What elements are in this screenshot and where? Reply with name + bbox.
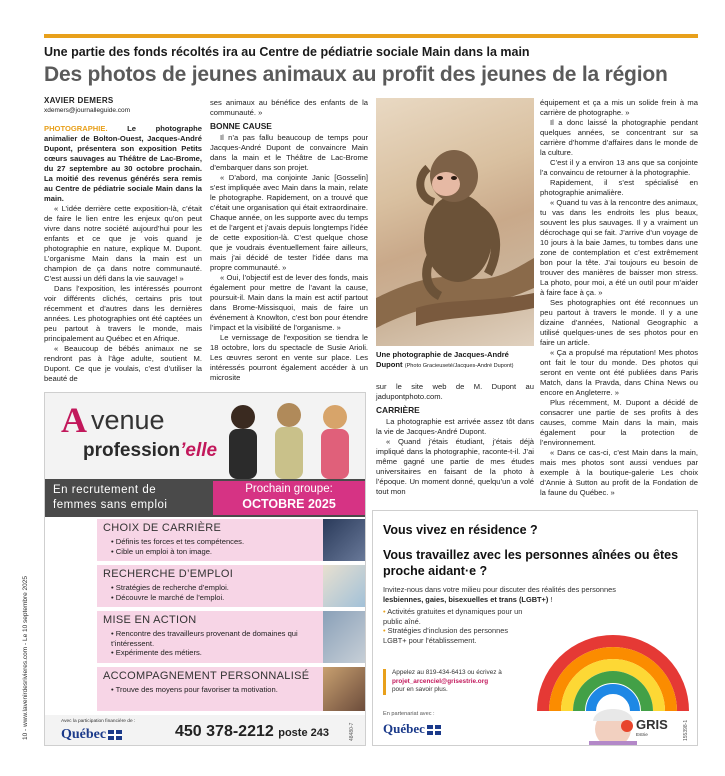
- compass-image: [323, 519, 366, 561]
- paragraph: Dans l’exposition, les intéressés pourront voir différents clichés, certains pris tout récemment et d’autres dans les dernières années. Les photographies ont été captées un peu partout à travers le monde, mais principalement au Québec et en Afrique.: [44, 284, 202, 343]
- list-item: • Stratégies d’inclusion des personnes LGBT+ pour l’établissement.: [383, 626, 523, 645]
- article-column-4: [540, 98, 698, 498]
- quebec-logo: Québec: [61, 727, 122, 743]
- article-kicker: Une partie des fonds récoltés ira au Centre de pédiatrie sociale Main dans la main: [44, 45, 530, 59]
- paragraph: « Quand tu vas à la rencontre des animaux, tu vas dans les endroits les plus beaux, souvent les plus sauvages. Il y a vraiment un décrochage qui se fait. J’arrive d’un voyage de 10 jours à la baie James, tu tombes dans une zone de contemplation et c’est extrêmement bon pour la tête. J’ai toujours eu besoin de trouver des manières de baisser mon stress. La photo, pour moi, a été un outil pour m’aider à faire face à ça. »: [540, 198, 698, 297]
- gris-logo: GRIS Estrie: [621, 717, 668, 737]
- paragraph: « Ça a propulsé ma réputation! Mes photos ont fait le tour du monde. Des photos qui seront en vente ont été publiées dans Paris Match, dans la Pravda, dans China News ou encore en Angleterre. »: [540, 348, 698, 397]
- caption-text: Une photographie de Jacques-André Dupont: [376, 350, 509, 369]
- funding-text: Avec la participation financière de :: [61, 719, 136, 724]
- ad-bullets: [383, 607, 523, 645]
- article-column-1: [44, 96, 202, 384]
- section-title: MISE EN ACTION: [103, 614, 197, 626]
- list-item: • Trouve des moyens pour favoriser ta motivation.: [111, 685, 278, 695]
- next-group-box: Prochain groupe: OCTOBRE 2025: [213, 481, 365, 515]
- paragraph: équipement et ça a mis un solide frein à ma carrière de photographe. »: [540, 98, 698, 117]
- paragraph: « Dans ce cas-ci, c’est Main dans la main, mais mes photos sont aussi vendues par exemple à la boutique-galerie Les choix d’Annie à Sutton au profit de la Fondation de la faune du Québec. »: [540, 448, 698, 497]
- gris-estrie-ad[interactable]: [372, 510, 698, 746]
- paragraph: Rapidement, il s’est spécialisé en photographie animalière.: [540, 178, 698, 197]
- ad-contact[interactable]: Appelez au 819-434-6413 ou écrivez à projet_arcenciel@grisestrie.org pour en savoir plus.: [383, 669, 523, 695]
- list-item: • Activités gratuites et dynamiques pour un public aîné.: [383, 607, 523, 626]
- paragraph: « D’abord, ma conjointe Janic [Gosselin] s’est impliquée avec Main dans la main, relate le photographe. Rapidement, on a trouvé que c’était une organisation qui était extraordinaire. Chaque année, on les supporte avec du temps et de l’argent et j’avais depuis longtemps l’idée de cette exposition-là. C’est quelque chose que je voudrais éventuellement faire ailleurs, mais j’ai décidé de tester l’idée dans ma propre communauté. »: [210, 173, 368, 272]
- baby-baboon-illustration: [376, 98, 534, 346]
- section-title: ACCOMPAGNEMENT PERSONNALISÉ: [103, 670, 310, 682]
- quebec-flag-icon: [427, 725, 441, 735]
- recruitment-text: En recrutement de femmes sans emploi: [53, 484, 168, 511]
- top-accent-bar: [44, 34, 698, 38]
- list-item: • Stratégies de recherche d’emploi.: [111, 583, 229, 593]
- list-item: • Rencontre des travailleurs provenant de domaines qui t’intéressent.: [111, 629, 323, 648]
- contact-email: projet_arcenciel@grisestrie.org: [392, 677, 489, 685]
- ad-question-2: Vous travaillez avec les personnes aînées ou êtes proche aidant·e ?: [383, 548, 679, 578]
- paragraph: Plus récemment, M. Dupont a décidé de consacrer une partie de ses profits à des causes, comme Main dans la main, mais également pour la protection de l’environnement.: [540, 398, 698, 447]
- article-headline: Des photos de jeunes animaux au profit des jeunes de la région: [44, 63, 668, 86]
- author-email: xdemers@journalleguide.com: [44, 107, 131, 114]
- women-photo: [213, 395, 366, 479]
- paragraph: La photographie est arrivée assez tôt dans la vie de Jacques-André Dupont.: [376, 417, 534, 436]
- workers-image: [323, 611, 366, 663]
- section-title: RECHERCHE D’EMPLOI: [103, 568, 234, 580]
- ad-logo-area: [45, 393, 366, 479]
- list-item: • Cible un emploi à ton image.: [111, 547, 244, 557]
- ad-intro: Invitez-nous dans votre milieu pour discuter des réalités des personnes lesbiennes, gaies, bisexuelles et trans (LGBT+) !: [383, 585, 616, 604]
- rainbow-balloon-image: [523, 601, 698, 746]
- logo-profession: profession’elle: [83, 440, 218, 461]
- section-heading: BONNE CAUSE: [210, 121, 272, 131]
- logo-venue: venue: [91, 405, 165, 435]
- ad-ref-code: 48480-7: [349, 722, 355, 741]
- paragraph: sur le site web de M. Dupont au jadupontphoto.com.: [376, 382, 534, 401]
- lead-text: Le photographe animalier de Bolton-Ouest, Jacques-André Dupont, présentera son exposition Petits cœurs sauvages au Théâtre de Lac-Brome, du 27 septembre au 30 octobre prochain. La moitié des revenus générés sera remis au Centre de pédiatrie sociale Main dans la main.: [44, 124, 202, 203]
- ad-ref-code: 155398-1: [683, 719, 689, 741]
- section-accompagnement: [97, 667, 323, 711]
- avenue-professionelle-ad[interactable]: [44, 392, 366, 746]
- paragraph: ses animaux au bénéfice des enfants de la communauté. »: [210, 98, 368, 117]
- section-heading: CARRIÈRE: [376, 405, 420, 415]
- paragraph: Le vernissage de l’exposition se tiendra le 18 octobre, lors du spectacle de Susie Arioli. Les œuvres seront en vente sur place. Les intéressés pourront également accéder à un microsite: [210, 333, 368, 382]
- quebec-logo: Québec: [383, 721, 441, 737]
- paragraph: « Oui, l’objectif est de lever des fonds, mais également pour mettre de l’avant la cause, poursuit-il. Main dans la main est actif partout dans Brome-Missisquoi, mais de faire un événement à Knowlton, c’est bon pour étendre l’impact et la visibilité de l’organisme. »: [210, 273, 368, 332]
- gris-dot-icon: [621, 720, 633, 732]
- list-item: • Expérimente des métiers.: [111, 648, 323, 658]
- section-mise-en-action: [97, 611, 323, 663]
- handshake-image: [323, 667, 366, 711]
- section-choix-carriere: [97, 519, 323, 561]
- page-folio: 10 - www.lavenirdesrivieres.com - Le 10 septembre 2025: [22, 575, 29, 740]
- article-column-2: [210, 98, 368, 383]
- section-title: CHOIX DE CARRIÈRE: [103, 522, 222, 534]
- photo-caption: [376, 350, 536, 371]
- list-item: • Découvre le marché de l’emploi.: [111, 593, 229, 603]
- paragraph: « Quand j’étais étudiant, j’étais déjà impliqué dans la photographie, raconte-t-il. J’ai même gagné une partie de mes études universitaires en faisant de la photo à l’époque. Un moment donné, quelqu’un a volé tout mon: [376, 437, 534, 496]
- ad-phone-number[interactable]: 450 378-2212 poste 243: [175, 723, 329, 740]
- recruitment-banner: [45, 479, 366, 517]
- ad-footer: [45, 715, 366, 746]
- article-lead: [44, 124, 202, 204]
- list-item: • Définis tes forces et tes compétences.: [111, 537, 244, 547]
- paragraph: « Beaucoup de bébés animaux ne se rendront pas à l’âge adulte, soutient M. Dupont. Ce que je voulais, c’est d’utiliser la beauté de: [44, 344, 202, 383]
- paragraph: C’est il y a environ 13 ans que sa conjointe l’a convaincu de retourner à la photographie.: [540, 158, 698, 177]
- author-name: XAVIER DEMERS: [44, 96, 114, 105]
- section-recherche-emploi: [97, 565, 323, 607]
- monkey-photo: [376, 98, 534, 346]
- lead-tag: PHOTOGRAPHIE.: [44, 124, 108, 133]
- job-search-image: [323, 565, 366, 607]
- paragraph: Il n’a pas fallu beaucoup de temps pour Jacques-André Dupont de convaincre Main dans la main et le Théâtre de Lac-Brome d’embarquer dans son projet.: [210, 133, 368, 172]
- quebec-flag-icon: [108, 730, 122, 740]
- caption-credit: (Photo Gracieuseté/Jacques-André Dupont): [404, 363, 514, 369]
- paragraph: « L’idée derrière cette exposition-là, c’était de faire le lien entre les enjeux qu’on peut vivre dans notre société aujourd’hui pour les enfants et ce que je vois quand je photographie en nature, explique M. Dupont. L’organisme Main dans la main est un champion de ça dans notre communauté. C’est aussi un défi dans la vie sauvage! »: [44, 204, 202, 283]
- paragraph: Il a donc laissé la photographie pendant quelques années, se concentrant sur sa carrière d’homme d’affaires dans le monde de la culture.: [540, 118, 698, 157]
- paragraph: Ses photographies ont été reconnues un peu partout à travers le monde. Il y a une dizaine d’années, National Geographic a utilisé quelques-unes de ses photos pour en faire un article.: [540, 298, 698, 347]
- article-column-3: [376, 382, 534, 497]
- logo-letter-a: A: [61, 400, 87, 440]
- partner-text: En partenariat avec :: [383, 711, 435, 717]
- ad-question-1: Vous vivez en résidence ?: [383, 523, 538, 537]
